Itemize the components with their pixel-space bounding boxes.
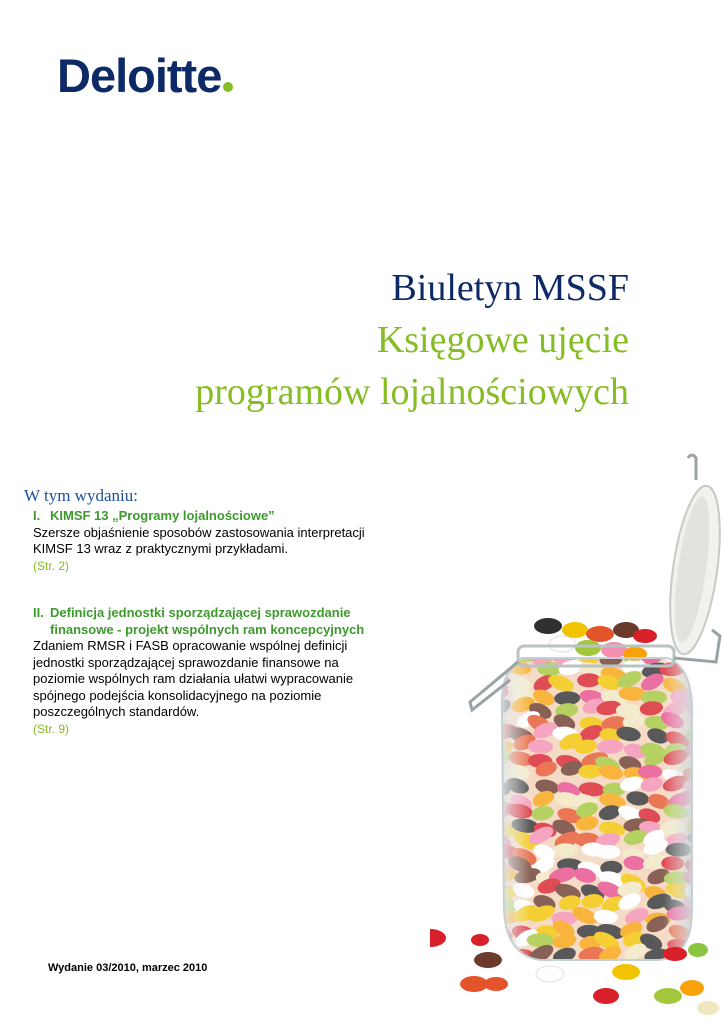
toc-item-text-line: poszczególnych standardów. bbox=[33, 704, 200, 719]
jelly-bean-jar-illustration bbox=[430, 440, 725, 1024]
jelly-bean bbox=[505, 961, 533, 984]
toc-item-title bbox=[33, 605, 424, 638]
toc-item-1[interactable] bbox=[33, 508, 424, 574]
toc-item-text-line: KIMSF 13 wraz z praktycznymi przykładami. bbox=[33, 541, 289, 556]
toc-item-title-line: finansowe - projekt wspólnych ram koncepcyjnych bbox=[50, 621, 365, 637]
jelly-bean bbox=[690, 690, 715, 708]
jelly-bean bbox=[689, 662, 717, 678]
jelly-bean bbox=[691, 749, 717, 769]
toc-item-title-line: KIMSF 13 „Programy lojalnościowe” bbox=[50, 508, 275, 523]
toc-item-page-link[interactable]: (Str. 9) bbox=[33, 721, 70, 736]
toc-item-title bbox=[33, 508, 424, 525]
document-title bbox=[195, 262, 629, 418]
jelly-bean bbox=[690, 837, 716, 859]
toc-item-text-line: Szersze objaśnienie sposobów zastosowania interpretacji bbox=[33, 524, 365, 540]
logo-dot bbox=[223, 82, 233, 92]
jelly-bean bbox=[689, 713, 717, 729]
toc-item-title-line: Definicja jednostki sporządzającej sprawozdanie bbox=[50, 605, 351, 620]
toc-item-text-line: jednostki sporządzającej sprawozdanie finansowe na bbox=[33, 654, 339, 670]
deloitte-logo bbox=[57, 49, 233, 102]
toc-item-text-line: spójnego podejścia konsolidacyjnego na poziomie bbox=[33, 687, 322, 703]
jelly-bean bbox=[692, 804, 715, 818]
jelly-bean bbox=[690, 650, 715, 666]
edition-footer: Wydanie 03/2010, marzec 2010 bbox=[48, 962, 208, 974]
jelly-bean bbox=[660, 958, 690, 983]
toc-item-number: I. bbox=[33, 508, 41, 523]
toc-heading: W tym wydaniu: bbox=[24, 486, 138, 505]
jelly-bean bbox=[687, 667, 715, 690]
jelly-bean bbox=[641, 962, 666, 979]
toc-item-text-line: Zdaniem RMSR i FASB opracowanie wspólnej definicji bbox=[33, 638, 348, 653]
toc-item-number: II. bbox=[33, 605, 44, 620]
jelly-bean bbox=[684, 960, 712, 974]
jelly-bean bbox=[489, 646, 515, 665]
toc-item-page-link[interactable]: (Str. 2) bbox=[33, 558, 70, 573]
toc-item-2[interactable] bbox=[33, 605, 424, 737]
top-beans bbox=[534, 618, 657, 661]
title-line-2: Księgowe ujęcie bbox=[376, 319, 629, 361]
jelly-bean bbox=[690, 919, 716, 938]
title-line-1: Biuletyn MSSF bbox=[391, 267, 629, 309]
toc-item-text-line: poziomie wspólnych ram działania ułatwi wypracowanie bbox=[33, 671, 354, 686]
logo-text: Deloitte bbox=[57, 49, 222, 102]
table-of-contents bbox=[24, 486, 424, 737]
title-line-3: programów lojalnościowych bbox=[195, 371, 629, 413]
